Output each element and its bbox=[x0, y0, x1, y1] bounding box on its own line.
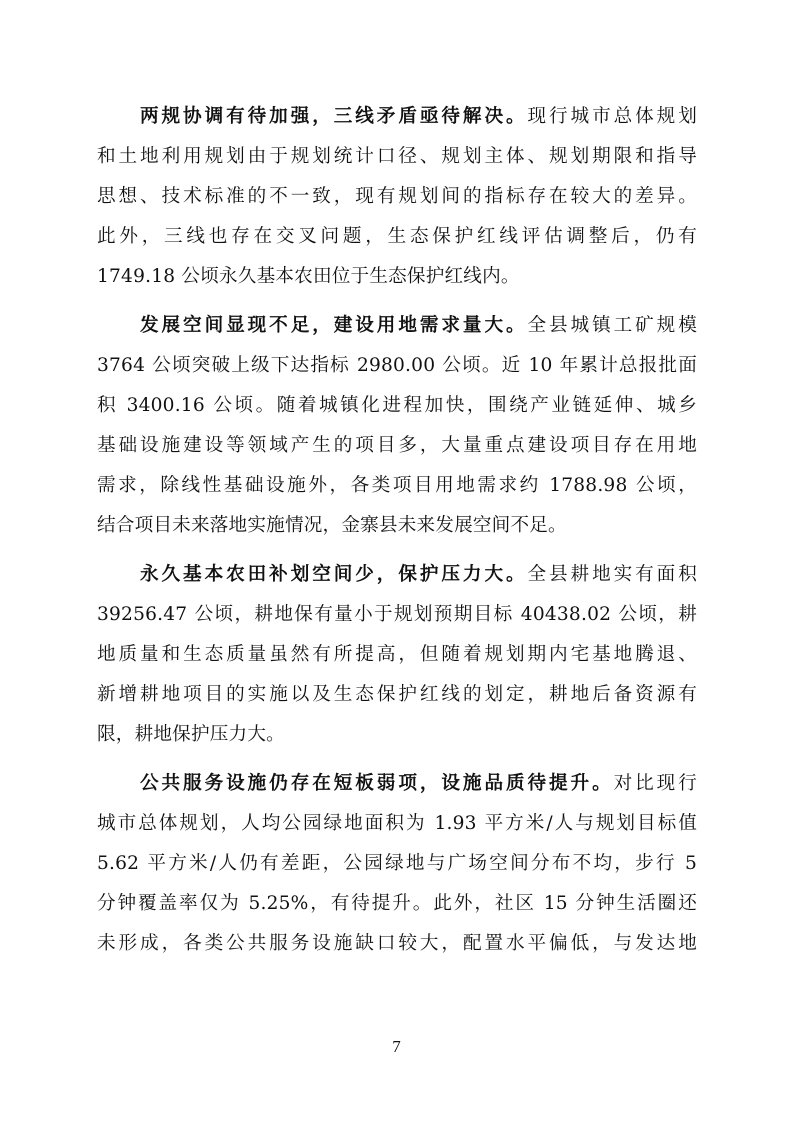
paragraph-2-line-2: 3764 公顷突破上级下达指标 2980.00 公顷。近 10 年累计总报批面 bbox=[97, 355, 697, 376]
paragraph-3-line-5: 限，耕地保护压力大。 bbox=[97, 724, 285, 745]
paragraph-3-line-4: 新增耕地项目的实施以及生态保护红线的划定，耕地后备资源有 bbox=[97, 684, 697, 705]
paragraph-2-line-5: 需求，除线性基础设施外，各类项目用地需求约 1788.98 公顷， bbox=[97, 475, 697, 496]
paragraph-1-line-1 bbox=[140, 101, 697, 133]
paragraph-2-line-1 bbox=[140, 310, 697, 342]
paragraph-1-line-2: 和土地利用规划由于规划统计口径、规划主体、规划期限和指导 bbox=[97, 146, 697, 167]
paragraph-2-text: 全县城镇工矿规模 bbox=[527, 315, 697, 336]
paragraph-4-text: 对比现行 bbox=[613, 773, 697, 794]
paragraph-1-line-4: 此外，三线也存在交叉问题，生态保护红线评估调整后，仍有 bbox=[97, 226, 697, 247]
paragraph-4-line-2: 城市总体规划，人均公园绿地面积为 1.93 平方米/人与规划目标值 bbox=[97, 813, 697, 834]
paragraph-1-lead: 两规协调有待加强，三线矛盾亟待解决。 bbox=[140, 106, 528, 127]
page-number: 7 bbox=[392, 1037, 401, 1056]
paragraph-1-line-5: 1749.18 公顷永久基本农田位于生态保护红线内。 bbox=[97, 266, 520, 287]
paragraph-3-line-3: 地质量和生态质量虽然有所提高，但随着规划期内宅基地腾退、 bbox=[97, 644, 697, 665]
paragraph-1-line-3: 思想、技术标准的不一致，现有规划间的指标存在较大的差异。 bbox=[97, 186, 697, 207]
paragraph-2-line-4: 基础设施建设等领域产生的项目多，大量重点建设项目存在用地 bbox=[97, 435, 697, 456]
paragraph-3-line-2: 39256.47 公顷，耕地保有量小于规划预期目标 40438.02 公顷，耕 bbox=[97, 604, 697, 625]
paragraph-3-lead: 永久基本农田补划空间少，保护压力大。 bbox=[140, 564, 528, 585]
paragraph-4-line-1 bbox=[140, 768, 697, 800]
paragraph-1-text: 现行城市总体规划 bbox=[527, 106, 697, 127]
paragraph-4-lead: 公共服务设施仍存在短板弱项，设施品质待提升。 bbox=[140, 773, 614, 794]
paragraph-4-line-4: 分钟覆盖率仅为 5.25%，有待提升。此外，社区 15 分钟生活圈还 bbox=[97, 893, 697, 914]
paragraph-2-lead: 发展空间显现不足，建设用地需求量大。 bbox=[140, 315, 528, 336]
paragraph-4-line-3: 5.62 平方米/人仍有差距，公园绿地与广场空间分布不均，步行 5 bbox=[97, 853, 697, 874]
paragraph-2-line-6: 结合项目未来落地实施情况，金寨县未来发展空间不足。 bbox=[97, 515, 567, 536]
paragraph-4-line-5: 未形成，各类公共服务设施缺口较大，配置水平偏低，与发达地 bbox=[97, 933, 697, 954]
paragraph-3-text: 全县耕地实有面积 bbox=[527, 564, 697, 585]
paragraph-3-line-1 bbox=[140, 559, 697, 591]
paragraph-2-line-3: 积 3400.16 公顷。随着城镇化进程加快，围绕产业链延伸、城乡 bbox=[97, 395, 697, 416]
